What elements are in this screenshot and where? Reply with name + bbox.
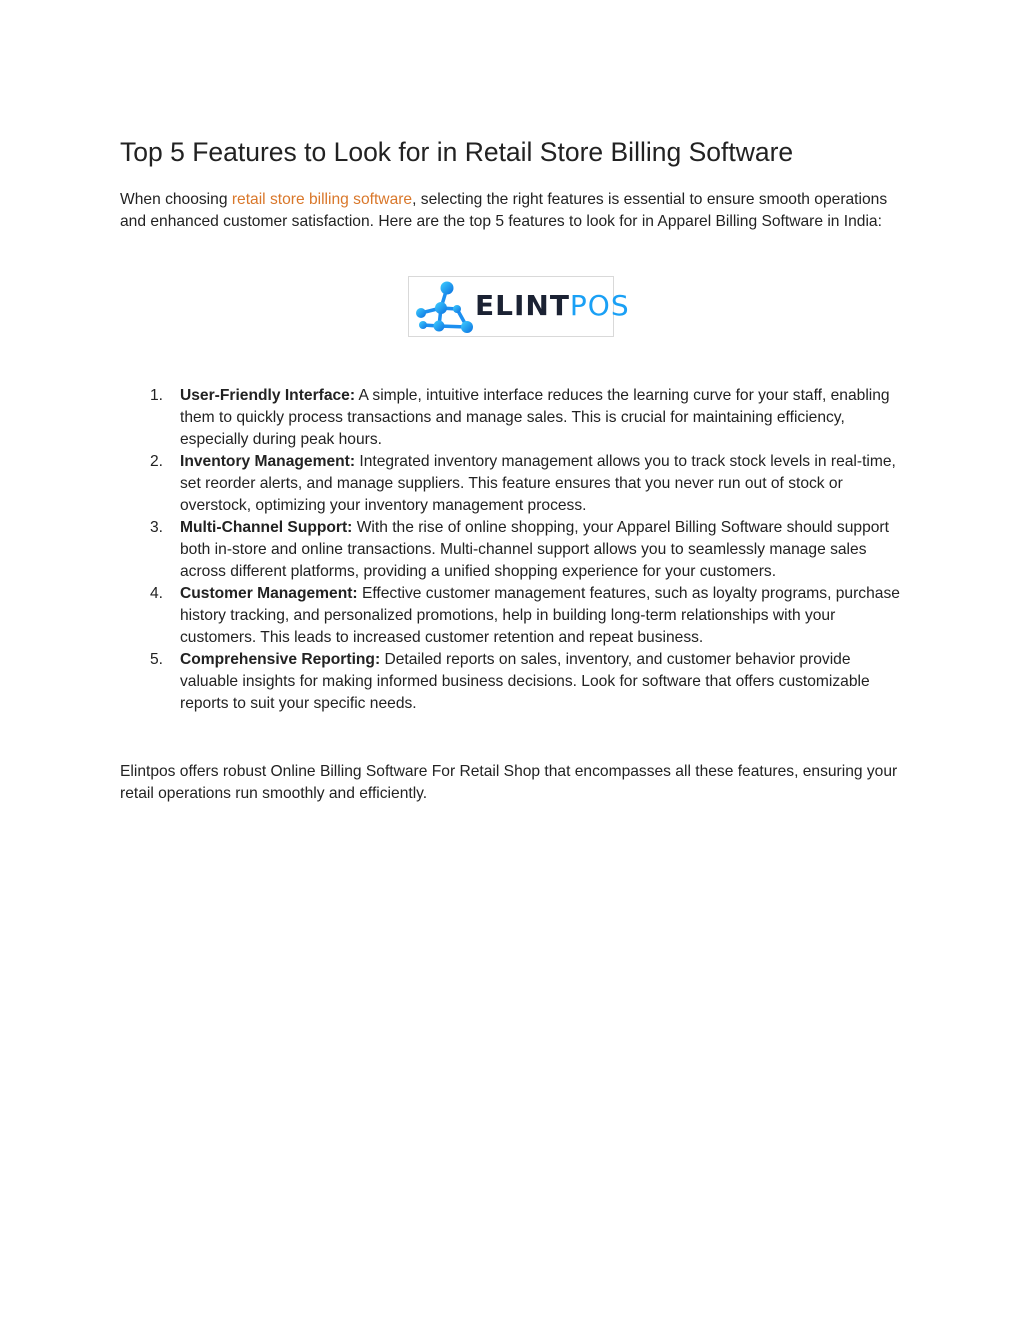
feature-item	[120, 385, 910, 451]
feature-item	[120, 517, 910, 583]
feature-item	[120, 451, 910, 517]
feature-number: 4.	[150, 585, 164, 602]
molecule-network-icon	[411, 279, 475, 336]
elintpos-logo	[408, 276, 630, 337]
features-list	[120, 385, 910, 715]
feature-text: A simple, intuitive interface reduces the learning curve for your staff, enabling them to quickly process transactions and manage sales. This is crucial for maintaining efficiency, especially during peak hours.	[180, 387, 890, 448]
feature-number: 2.	[150, 453, 164, 470]
closing-paragraph: Elintpos offers robust Online Billing Software For Retail Shop that encompasses all these features, ensuring your retail operations run smoothly and efficiently.	[120, 763, 898, 802]
feature-item	[120, 583, 910, 649]
feature-title: Comprehensive Reporting:	[180, 651, 381, 668]
feature-number: 5.	[150, 651, 164, 668]
feature-text: Detailed reports on sales, inventory, and customer behavior provide valuable insights for making informed business decisions. Look for software that offers customizable reports to suit your specific needs.	[180, 651, 870, 712]
intro-paragraph	[120, 189, 905, 233]
logo-wordmark-primary: ELINT	[475, 289, 570, 322]
document-title: Top 5 Features to Look for in Retail Store Billing Software	[120, 137, 794, 167]
feature-number: 3.	[150, 519, 164, 536]
feature-title: Inventory Management:	[180, 453, 356, 470]
feature-title: User-Friendly Interface:	[180, 387, 356, 404]
feature-number: 1.	[150, 387, 164, 404]
logo-wordmark	[475, 290, 630, 322]
feature-title: Customer Management:	[180, 585, 358, 602]
feature-text: Integrated inventory management allows you to track stock levels in real-time, set reorder alerts, and manage suppliers. This feature ensures that you never run out of stock or overstock, optimizing your inventory management process.	[180, 453, 896, 514]
intro-text-start: When choosing	[120, 191, 232, 208]
intro-text-end: , selecting the right features is essential to ensure smooth operations and enhanced customer satisfaction. Here are the top 5 features to look for in Apparel Billing Software in India:	[120, 191, 888, 230]
feature-title: Multi-Channel Support:	[180, 519, 353, 536]
feature-item	[120, 649, 910, 715]
feature-text: Effective customer management features, such as loyalty programs, purchase history tracking, and personalized promotions, help in building long-term relationships with your customers. This leads to increased customer retention and repeat business.	[180, 585, 900, 646]
feature-text: With the rise of online shopping, your Apparel Billing Software should support both in-store and online transactions. Multi-channel support allows you to seamlessly manage sales across different platforms, providing a unified shopping experience for your customers.	[180, 519, 889, 580]
logo-wordmark-accent: POS	[569, 289, 630, 322]
retail-billing-software-link[interactable]: retail store billing software	[231, 191, 413, 208]
